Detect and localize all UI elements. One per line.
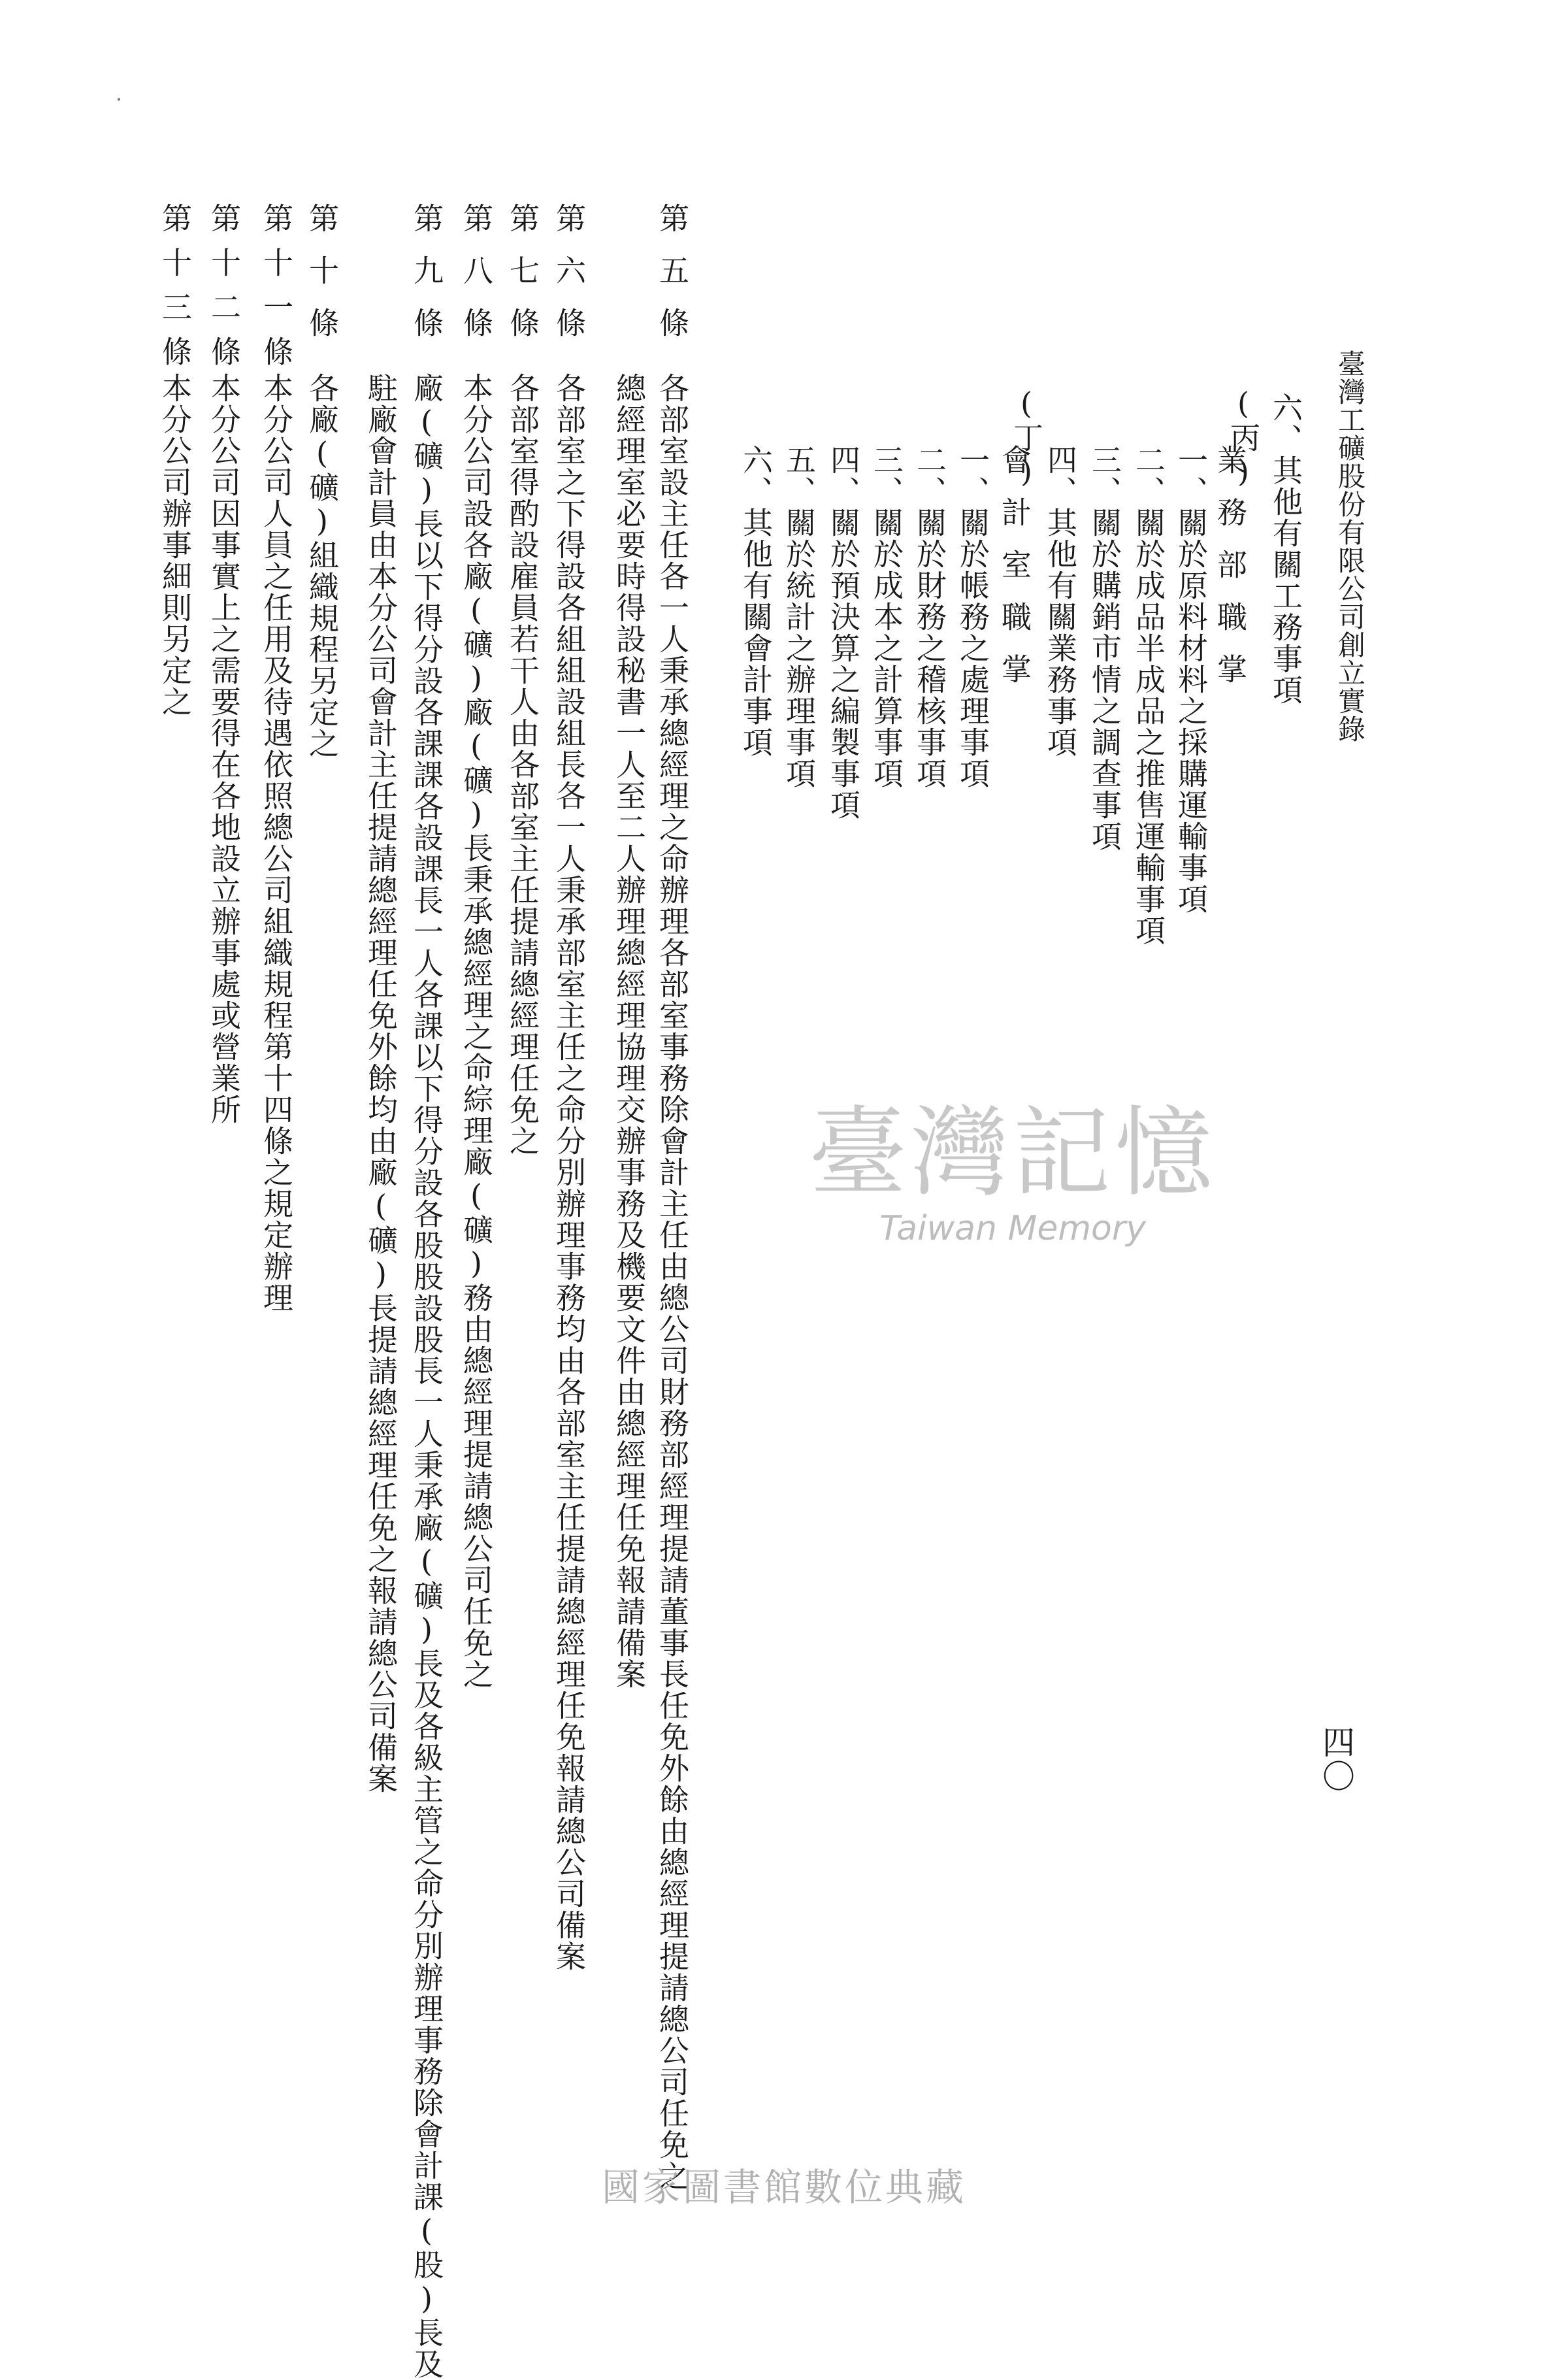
list-item: 三、關於購銷市情之調查事項 <box>1087 444 1122 852</box>
list-item: 二、關於財務之稽核事項 <box>912 444 947 789</box>
watermark-english: Taiwan Memory <box>879 1209 1146 1248</box>
article-text: 各部室之下得設各組組設組長各一人秉承部室主任之命分別辦理事務均由各部室主任提請總經理任免報請總公司備案 <box>551 372 587 1972</box>
article-text: 各廠(礦)組織規程另定之 <box>304 372 340 759</box>
section-marker: (丙) <box>1226 386 1261 490</box>
list-item: 五、關於統計之辦理事項 <box>781 444 817 789</box>
article-label: 第八條 <box>459 203 494 359</box>
list-item: 四、關於預決算之編製事項 <box>826 444 861 821</box>
article-label: 第十三條 <box>157 203 193 380</box>
list-item: 三、關於成本之計算事項 <box>869 444 904 789</box>
list-item: 六、其他有關會計事項 <box>738 444 774 758</box>
scan-speck <box>118 98 120 101</box>
list-item: 二、關於成品半成品之推售運輸事項 <box>1131 444 1166 946</box>
article-text: 駐廠會計員由本分公司會計主任提請總經理任免外餘均由廠(礦)長提請總經理任免之報請總公司備案 <box>363 372 399 1794</box>
article-text: 本分公司設各廠(礦)廠(礦)長秉承總經理之命綜理廠(礦)務由總經理提請總公司任免之 <box>459 372 494 1690</box>
article-text: 本分公司因事實上之需要得在各地設立辦事處或營業所 <box>206 372 242 1125</box>
article-label: 第六條 <box>551 203 587 359</box>
archive-footer: 國家圖書館數位典藏 <box>601 2165 966 2209</box>
article-label: 第十二條 <box>206 203 242 380</box>
article-label: 第九條 <box>409 203 444 359</box>
article-text: 本分公司辦事細則另定之 <box>157 372 193 718</box>
section-marker: (丁) <box>1009 386 1044 490</box>
list-item: 一、關於原料材料之採購運輸事項 <box>1173 444 1209 915</box>
article-text: 各部室得酌設雇員若干人由各部室主任提請總經理任免之 <box>505 372 540 1157</box>
page-number: 四〇 <box>1317 1725 1355 1793</box>
list-item: 六、其他有關工務事項 <box>1268 392 1303 706</box>
article-label: 第十一條 <box>259 203 294 380</box>
article-text: 總經理室必要時得設秘書一人至二人辦理總經理協理交辦事務及機要文件由總經理任免報請備案 <box>612 372 647 1690</box>
section-heading: 業務部職掌 <box>1213 444 1248 706</box>
article-label: 第五條 <box>655 203 690 359</box>
section-heading: 會計室職掌 <box>997 444 1032 706</box>
article-text: 各部室設主任各一人秉承總經理之命辦理各部室事務除會計主任由總公司財務部經理提請董事長任免外餘由總經理提請總公司任免之 <box>655 372 690 2192</box>
running-header: 臺灣工礦股份有限公司創立實錄 <box>1334 350 1366 743</box>
article-label: 第七條 <box>505 203 540 359</box>
watermark <box>768 1097 1258 1274</box>
list-item: 一、關於帳務之處理事項 <box>955 444 990 789</box>
article-text: 本分公司人員之任用及待遇依照總公司組織規程第十四條之規定辦理 <box>259 372 294 1314</box>
article-label: 第十條 <box>304 203 340 359</box>
article-text: 廠(礦)長以下得分設各課課各設課長一人各課以下得分設各股股設股長一人秉承廠(礦)長及各級主管之命分別辦理事務除會計課(股)長及 <box>409 372 444 2380</box>
watermark-logo-text: 臺灣記憶 <box>808 1097 1217 1210</box>
list-item: 四、其他有關業務事項 <box>1043 444 1078 758</box>
